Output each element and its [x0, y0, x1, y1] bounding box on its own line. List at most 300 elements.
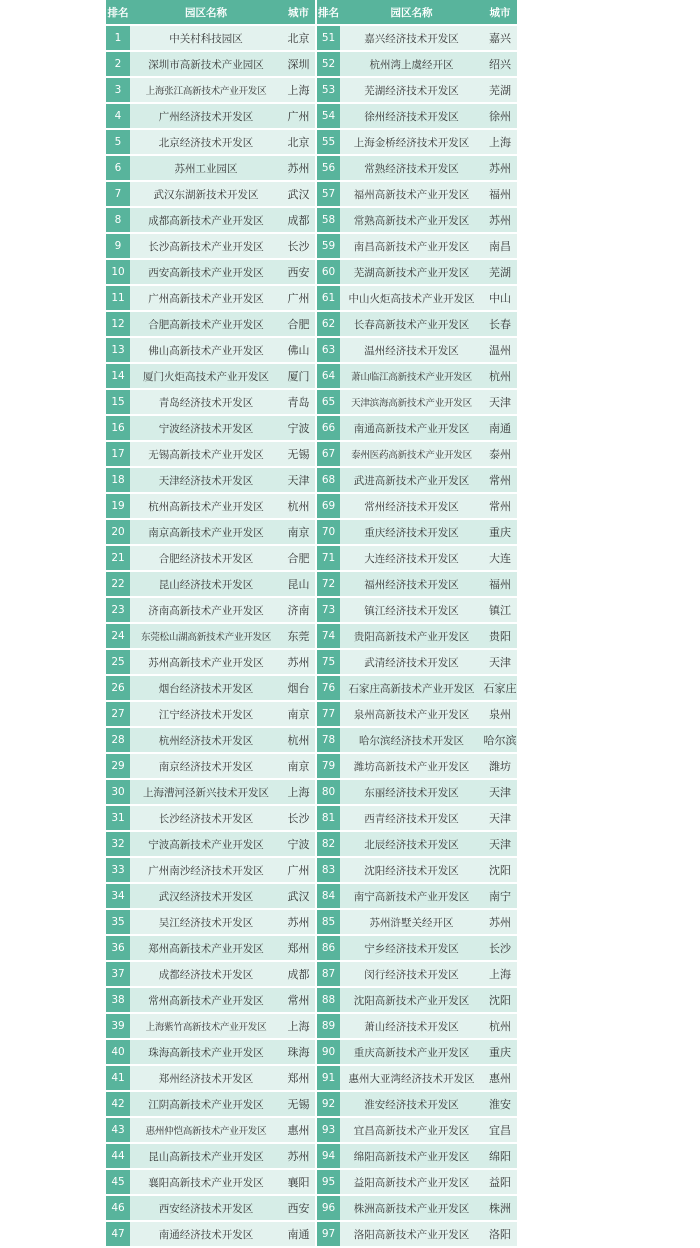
park-name-cell: 东丽经济技术开发区: [340, 779, 483, 805]
rank-cell: 87: [316, 961, 340, 987]
rank-cell: 80: [316, 779, 340, 805]
rank-cell: 33: [106, 857, 130, 883]
table-row: [106, 259, 517, 285]
table-row: [106, 883, 517, 909]
rank-cell: 74: [316, 623, 340, 649]
rank-cell: 79: [316, 753, 340, 779]
park-name-cell: 郑州经济技术开发区: [130, 1065, 282, 1091]
city-cell: 珠海: [282, 1039, 316, 1065]
park-name-cell: 广州南沙经济技术开发区: [130, 857, 282, 883]
park-name-cell: 北辰经济技术开发区: [340, 831, 483, 857]
park-name-cell: 潍坊高新技术产业开发区: [340, 753, 483, 779]
header-rank: 排名: [106, 0, 130, 25]
park-name-cell: 天津滨海高新技术产业开发区: [340, 389, 483, 415]
table-row: [106, 545, 517, 571]
rank-cell: 47: [106, 1221, 130, 1247]
rank-cell: 30: [106, 779, 130, 805]
park-name-cell: 芜湖经济技术开发区: [340, 77, 483, 103]
city-cell: 苏州: [282, 155, 316, 181]
city-cell: 杭州: [483, 1013, 517, 1039]
rank-cell: 45: [106, 1169, 130, 1195]
city-cell: 嘉兴: [483, 25, 517, 51]
rank-cell: 64: [316, 363, 340, 389]
table-row: [106, 51, 517, 77]
park-name-cell: 南通经济技术开发区: [130, 1221, 282, 1247]
park-name-cell: 苏州工业园区: [130, 155, 282, 181]
park-name-cell: 长春高新技术产业开发区: [340, 311, 483, 337]
park-name-cell: 成都高新技术产业开发区: [130, 207, 282, 233]
park-name-cell: 西安经济技术开发区: [130, 1195, 282, 1221]
park-name-cell: 惠州大亚湾经济技术开发区: [340, 1065, 483, 1091]
park-name-cell: 福州经济技术开发区: [340, 571, 483, 597]
park-name-cell: 惠州仲恺高新技术产业开发区: [130, 1117, 282, 1143]
rank-cell: 96: [316, 1195, 340, 1221]
table-row: [106, 1117, 517, 1143]
city-cell: 苏州: [483, 909, 517, 935]
table-row: [106, 675, 517, 701]
park-name-cell: 襄阳高新技术产业开发区: [130, 1169, 282, 1195]
park-name-cell: 中山火炬高技术产业开发区: [340, 285, 483, 311]
table-row: [106, 727, 517, 753]
city-cell: 西安: [282, 259, 316, 285]
rank-cell: 83: [316, 857, 340, 883]
park-name-cell: 江宁经济技术开发区: [130, 701, 282, 727]
rank-cell: 39: [106, 1013, 130, 1039]
table-row: [106, 77, 517, 103]
park-name-cell: 成都经济技术开发区: [130, 961, 282, 987]
park-name-cell: 萧山临江高新技术产业开发区: [340, 363, 483, 389]
rank-cell: 44: [106, 1143, 130, 1169]
park-name-cell: 武汉东湖新技术开发区: [130, 181, 282, 207]
city-cell: 广州: [282, 285, 316, 311]
table-row: [106, 1221, 517, 1247]
city-cell: 郑州: [282, 935, 316, 961]
rank-cell: 72: [316, 571, 340, 597]
park-name-cell: 重庆高新技术产业开发区: [340, 1039, 483, 1065]
rank-cell: 25: [106, 649, 130, 675]
rank-cell: 38: [106, 987, 130, 1013]
rank-cell: 61: [316, 285, 340, 311]
rank-cell: 63: [316, 337, 340, 363]
rank-cell: 8: [106, 207, 130, 233]
park-name-cell: 闵行经济技术开发区: [340, 961, 483, 987]
city-cell: 洛阳: [483, 1221, 517, 1247]
city-cell: 苏州: [483, 155, 517, 181]
city-cell: 烟台: [282, 675, 316, 701]
table-row: [106, 181, 517, 207]
city-cell: 绍兴: [483, 51, 517, 77]
table-row: [106, 987, 517, 1013]
rank-cell: 20: [106, 519, 130, 545]
rank-cell: 86: [316, 935, 340, 961]
city-cell: 福州: [483, 181, 517, 207]
rank-cell: 85: [316, 909, 340, 935]
rank-cell: 95: [316, 1169, 340, 1195]
city-cell: 西安: [282, 1195, 316, 1221]
city-cell: 襄阳: [282, 1169, 316, 1195]
park-name-cell: 石家庄高新技术产业开发区: [340, 675, 483, 701]
city-cell: 深圳: [282, 51, 316, 77]
park-name-cell: 南宁高新技术产业开发区: [340, 883, 483, 909]
city-cell: 成都: [282, 961, 316, 987]
city-cell: 天津: [483, 805, 517, 831]
table-row: [106, 207, 517, 233]
city-cell: 佛山: [282, 337, 316, 363]
city-cell: 天津: [483, 779, 517, 805]
table-row: [106, 441, 517, 467]
city-cell: 青岛: [282, 389, 316, 415]
rank-cell: 78: [316, 727, 340, 753]
city-cell: 惠州: [282, 1117, 316, 1143]
park-name-cell: 杭州高新技术产业开发区: [130, 493, 282, 519]
city-cell: 常州: [282, 987, 316, 1013]
city-cell: 南京: [282, 701, 316, 727]
table-row: [106, 831, 517, 857]
park-name-cell: 烟台经济技术开发区: [130, 675, 282, 701]
city-cell: 泉州: [483, 701, 517, 727]
park-name-cell: 绵阳高新技术产业开发区: [340, 1143, 483, 1169]
rank-cell: 51: [316, 25, 340, 51]
city-cell: 惠州: [483, 1065, 517, 1091]
city-cell: 徐州: [483, 103, 517, 129]
rank-cell: 93: [316, 1117, 340, 1143]
park-name-cell: 常熟经济技术开发区: [340, 155, 483, 181]
rank-cell: 94: [316, 1143, 340, 1169]
table-row: [106, 129, 517, 155]
rank-cell: 23: [106, 597, 130, 623]
city-cell: 上海: [282, 1013, 316, 1039]
rank-cell: 54: [316, 103, 340, 129]
city-cell: 益阳: [483, 1169, 517, 1195]
table-row: [106, 779, 517, 805]
park-name-cell: 郑州高新技术产业开发区: [130, 935, 282, 961]
rank-cell: 28: [106, 727, 130, 753]
park-name-cell: 上海漕河泾新兴技术开发区: [130, 779, 282, 805]
table-row: [106, 337, 517, 363]
park-name-cell: 沈阳高新技术产业开发区: [340, 987, 483, 1013]
city-cell: 上海: [282, 779, 316, 805]
park-name-cell: 无锡高新技术产业开发区: [130, 441, 282, 467]
rank-cell: 91: [316, 1065, 340, 1091]
table-row: [106, 1091, 517, 1117]
park-name-cell: 泉州高新技术产业开发区: [340, 701, 483, 727]
table-row: [106, 415, 517, 441]
city-cell: 东莞: [282, 623, 316, 649]
rank-cell: 6: [106, 155, 130, 181]
table-row: [106, 285, 517, 311]
city-cell: 上海: [282, 77, 316, 103]
city-cell: 中山: [483, 285, 517, 311]
city-cell: 武汉: [282, 181, 316, 207]
rank-cell: 66: [316, 415, 340, 441]
park-name-cell: 重庆经济技术开发区: [340, 519, 483, 545]
park-name-cell: 合肥经济技术开发区: [130, 545, 282, 571]
table-row: [106, 649, 517, 675]
rank-cell: 71: [316, 545, 340, 571]
city-cell: 杭州: [282, 493, 316, 519]
city-cell: 济南: [282, 597, 316, 623]
park-name-cell: 杭州经济技术开发区: [130, 727, 282, 753]
rank-cell: 57: [316, 181, 340, 207]
park-name-cell: 温州经济技术开发区: [340, 337, 483, 363]
park-name-cell: 萧山经济技术开发区: [340, 1013, 483, 1039]
rank-cell: 11: [106, 285, 130, 311]
table-row: [106, 857, 517, 883]
table-row: [106, 805, 517, 831]
park-name-cell: 广州经济技术开发区: [130, 103, 282, 129]
table-row: [106, 909, 517, 935]
city-cell: 北京: [282, 129, 316, 155]
table-row: [106, 363, 517, 389]
park-name-cell: 上海紫竹高新技术产业开发区: [130, 1013, 282, 1039]
city-cell: 沈阳: [483, 987, 517, 1013]
city-cell: 潍坊: [483, 753, 517, 779]
city-cell: 杭州: [483, 363, 517, 389]
table-row: [106, 493, 517, 519]
rank-cell: 17: [106, 441, 130, 467]
park-name-cell: 益阳高新技术产业开发区: [340, 1169, 483, 1195]
rank-cell: 7: [106, 181, 130, 207]
header-city: 城市: [483, 0, 517, 25]
city-cell: 长沙: [483, 935, 517, 961]
park-name-cell: 芜湖高新技术产业开发区: [340, 259, 483, 285]
table-row: [106, 519, 517, 545]
rank-cell: 29: [106, 753, 130, 779]
park-name-cell: 沈阳经济技术开发区: [340, 857, 483, 883]
table-row: [106, 389, 517, 415]
rank-cell: 62: [316, 311, 340, 337]
park-name-cell: 长沙经济技术开发区: [130, 805, 282, 831]
park-name-cell: 吴江经济技术开发区: [130, 909, 282, 935]
park-name-cell: 武汉经济技术开发区: [130, 883, 282, 909]
table-row: [106, 1039, 517, 1065]
rank-cell: 26: [106, 675, 130, 701]
park-name-cell: 南昌高新技术产业开发区: [340, 233, 483, 259]
park-name-cell: 洛阳高新技术产业开发区: [340, 1221, 483, 1247]
rank-cell: 58: [316, 207, 340, 233]
park-name-cell: 西安高新技术产业开发区: [130, 259, 282, 285]
park-name-cell: 天津经济技术开发区: [130, 467, 282, 493]
rank-cell: 14: [106, 363, 130, 389]
table-row: [106, 961, 517, 987]
park-name-cell: 宁乡经济技术开发区: [340, 935, 483, 961]
rank-cell: 97: [316, 1221, 340, 1247]
park-name-cell: 广州高新技术产业开发区: [130, 285, 282, 311]
park-name-cell: 佛山高新技术产业开发区: [130, 337, 282, 363]
city-cell: 大连: [483, 545, 517, 571]
city-cell: 合肥: [282, 311, 316, 337]
city-cell: 重庆: [483, 1039, 517, 1065]
rank-cell: 12: [106, 311, 130, 337]
park-name-cell: 江阴高新技术产业开发区: [130, 1091, 282, 1117]
rank-cell: 68: [316, 467, 340, 493]
city-cell: 长沙: [282, 233, 316, 259]
table-row: [106, 25, 517, 51]
rank-cell: 9: [106, 233, 130, 259]
park-name-cell: 宁波高新技术产业开发区: [130, 831, 282, 857]
park-name-cell: 武清经济技术开发区: [340, 649, 483, 675]
city-cell: 郑州: [282, 1065, 316, 1091]
table-row: [106, 467, 517, 493]
header-city: 城市: [282, 0, 316, 25]
header-rank: 排名: [316, 0, 340, 25]
rank-cell: 3: [106, 77, 130, 103]
rank-cell: 16: [106, 415, 130, 441]
rank-cell: 52: [316, 51, 340, 77]
park-name-cell: 上海金桥经济技术开发区: [340, 129, 483, 155]
city-cell: 天津: [282, 467, 316, 493]
city-cell: 镇江: [483, 597, 517, 623]
park-name-cell: 大连经济技术开发区: [340, 545, 483, 571]
city-cell: 天津: [483, 389, 517, 415]
rank-cell: 34: [106, 883, 130, 909]
rank-cell: 60: [316, 259, 340, 285]
city-cell: 厦门: [282, 363, 316, 389]
park-name-cell: 杭州湾上虞经开区: [340, 51, 483, 77]
rank-cell: 41: [106, 1065, 130, 1091]
city-cell: 长春: [483, 311, 517, 337]
rank-cell: 4: [106, 103, 130, 129]
city-cell: 常州: [483, 467, 517, 493]
park-name-cell: 苏州浒墅关经开区: [340, 909, 483, 935]
table-row: [106, 311, 517, 337]
rank-cell: 5: [106, 129, 130, 155]
rank-cell: 69: [316, 493, 340, 519]
park-name-cell: 宁波经济技术开发区: [130, 415, 282, 441]
park-name-cell: 常州经济技术开发区: [340, 493, 483, 519]
city-cell: 沈阳: [483, 857, 517, 883]
rank-cell: 75: [316, 649, 340, 675]
table-row: [106, 1143, 517, 1169]
park-name-cell: 镇江经济技术开发区: [340, 597, 483, 623]
park-name-cell: 株洲高新技术产业开发区: [340, 1195, 483, 1221]
park-name-cell: 淮安经济技术开发区: [340, 1091, 483, 1117]
rank-cell: 89: [316, 1013, 340, 1039]
rank-cell: 92: [316, 1091, 340, 1117]
city-cell: 广州: [282, 857, 316, 883]
rank-cell: 31: [106, 805, 130, 831]
table-row: [106, 1169, 517, 1195]
table-row: [106, 1013, 517, 1039]
park-name-cell: 宜昌高新技术产业开发区: [340, 1117, 483, 1143]
city-cell: 淮安: [483, 1091, 517, 1117]
rank-cell: 84: [316, 883, 340, 909]
park-name-cell: 合肥高新技术产业开发区: [130, 311, 282, 337]
park-name-cell: 东莞松山湖高新技术产业开发区: [130, 623, 282, 649]
city-cell: 广州: [282, 103, 316, 129]
rank-cell: 70: [316, 519, 340, 545]
park-name-cell: 福州高新技术产业开发区: [340, 181, 483, 207]
city-cell: 芜湖: [483, 259, 517, 285]
city-cell: 福州: [483, 571, 517, 597]
park-name-cell: 南京经济技术开发区: [130, 753, 282, 779]
rank-cell: 88: [316, 987, 340, 1013]
park-name-cell: 北京经济技术开发区: [130, 129, 282, 155]
park-name-cell: 南京高新技术产业开发区: [130, 519, 282, 545]
city-cell: 宁波: [282, 831, 316, 857]
city-cell: 无锡: [282, 441, 316, 467]
table-row: [106, 1065, 517, 1091]
rank-cell: 24: [106, 623, 130, 649]
rank-cell: 73: [316, 597, 340, 623]
city-cell: 贵阳: [483, 623, 517, 649]
rank-cell: 77: [316, 701, 340, 727]
park-name-cell: 西青经济技术开发区: [340, 805, 483, 831]
city-cell: 南昌: [483, 233, 517, 259]
park-name-cell: 泰州医药高新技术产业开发区: [340, 441, 483, 467]
rank-cell: 59: [316, 233, 340, 259]
park-name-cell: 常熟高新技术产业开发区: [340, 207, 483, 233]
park-name-cell: 昆山经济技术开发区: [130, 571, 282, 597]
header-park-name: 园区名称: [340, 0, 483, 25]
rank-cell: 53: [316, 77, 340, 103]
rank-cell: 90: [316, 1039, 340, 1065]
park-name-cell: 贵阳高新技术产业开发区: [340, 623, 483, 649]
city-cell: 重庆: [483, 519, 517, 545]
city-cell: 合肥: [282, 545, 316, 571]
park-name-cell: 徐州经济技术开发区: [340, 103, 483, 129]
rank-cell: 32: [106, 831, 130, 857]
park-name-cell: 嘉兴经济技术开发区: [340, 25, 483, 51]
table-row: [106, 103, 517, 129]
city-cell: 南京: [282, 519, 316, 545]
rank-cell: 1: [106, 25, 130, 51]
city-cell: 苏州: [282, 909, 316, 935]
park-name-cell: 青岛经济技术开发区: [130, 389, 282, 415]
city-cell: 常州: [483, 493, 517, 519]
table-row: [106, 935, 517, 961]
park-name-cell: 深圳市高新技术产业园区: [130, 51, 282, 77]
rank-cell: 2: [106, 51, 130, 77]
rank-cell: 81: [316, 805, 340, 831]
city-cell: 天津: [483, 831, 517, 857]
city-cell: 宜昌: [483, 1117, 517, 1143]
city-cell: 南通: [282, 1221, 316, 1247]
rank-cell: 13: [106, 337, 130, 363]
city-cell: 天津: [483, 649, 517, 675]
park-name-cell: 常州高新技术产业开发区: [130, 987, 282, 1013]
park-ranking-table: [106, 0, 517, 1248]
rank-cell: 46: [106, 1195, 130, 1221]
park-name-cell: 济南高新技术产业开发区: [130, 597, 282, 623]
rank-cell: 67: [316, 441, 340, 467]
city-cell: 绵阳: [483, 1143, 517, 1169]
city-cell: 宁波: [282, 415, 316, 441]
city-cell: 泰州: [483, 441, 517, 467]
table-row: [106, 597, 517, 623]
rank-cell: 35: [106, 909, 130, 935]
table-row: [106, 233, 517, 259]
park-name-cell: 苏州高新技术产业开发区: [130, 649, 282, 675]
city-cell: 武汉: [282, 883, 316, 909]
rank-cell: 27: [106, 701, 130, 727]
city-cell: 株洲: [483, 1195, 517, 1221]
rank-cell: 37: [106, 961, 130, 987]
rank-cell: 15: [106, 389, 130, 415]
rank-cell: 21: [106, 545, 130, 571]
city-cell: 石家庄: [483, 675, 517, 701]
park-name-cell: 上海张江高新技术产业开发区: [130, 77, 282, 103]
table-row: [106, 753, 517, 779]
rank-cell: 40: [106, 1039, 130, 1065]
rank-cell: 65: [316, 389, 340, 415]
rank-cell: 55: [316, 129, 340, 155]
rank-cell: 76: [316, 675, 340, 701]
table-row: [106, 1195, 517, 1221]
city-cell: 杭州: [282, 727, 316, 753]
park-name-cell: 厦门火炬高技术产业开发区: [130, 363, 282, 389]
rank-cell: 82: [316, 831, 340, 857]
